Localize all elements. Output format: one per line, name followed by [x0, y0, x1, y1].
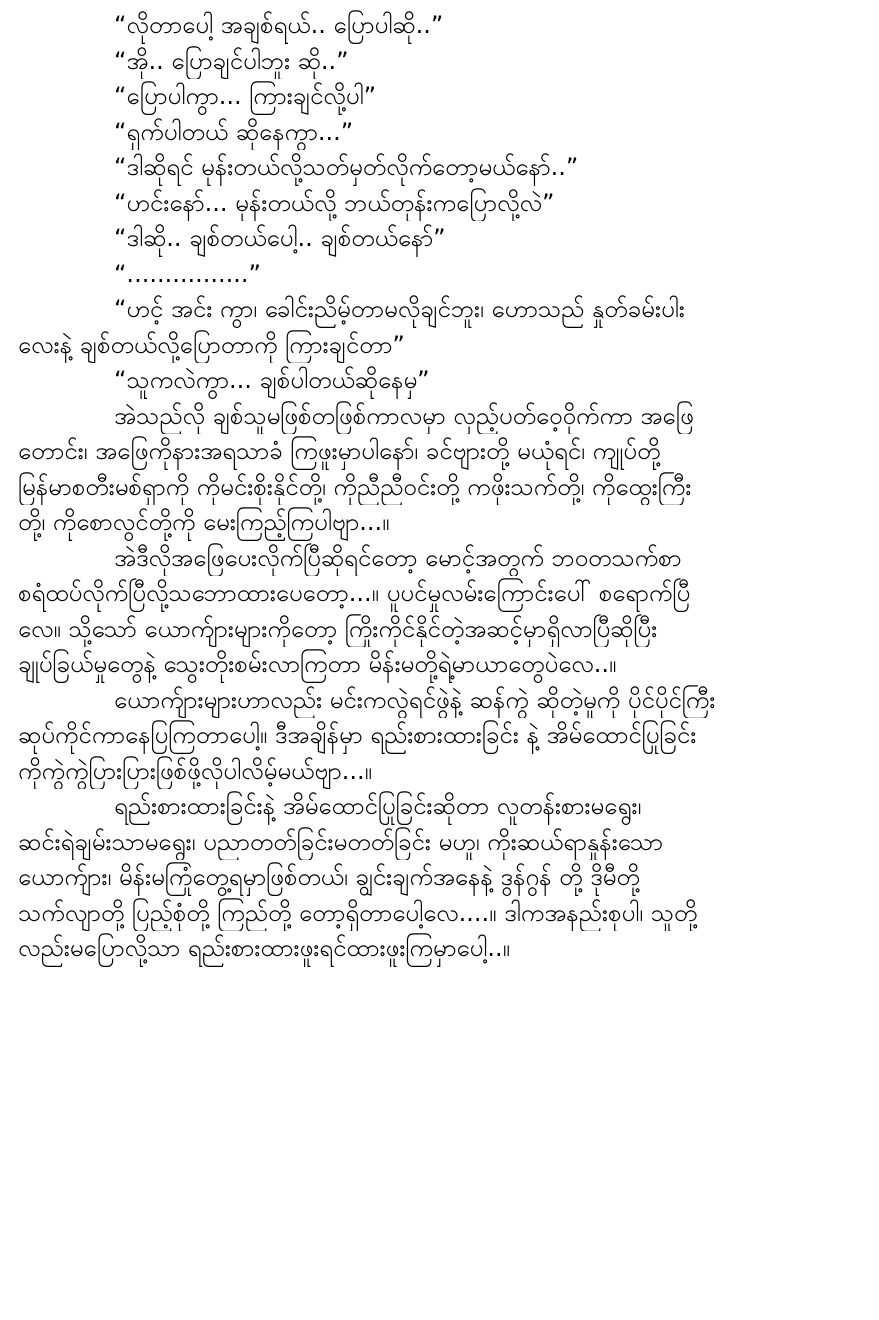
- text-line: ချုပ်ခြယ်မှုတွေနဲ့ သွေးတိုးစမ်းလာကြတာ မိန်းမတို့ရဲ့မာယာတွေပဲလေ..။: [18, 650, 617, 678]
- text-line: ကိုကွဲကွဲပြားပြားဖြစ်ဖို့လိုပါလိမ့်မယ်ဗျာ...။: [18, 756, 372, 785]
- text-line: “လိုတာပေါ့ အချစ်ရယ်.. ပြောပါဆို..”: [114, 11, 444, 39]
- text-line: ရည်းစားထားခြင်းနဲ့ အိမ်ထောင်ပြုခြင်းဆိုတာ လူတန်းစားမရွေး၊: [114, 792, 642, 820]
- text-line: “ပြောပါကွာ... ကြားချင်လို့ပါ”: [114, 82, 377, 110]
- text-line: တောင်း၊ အဖြေကိုနားအရသာခံ ကြဖူးမှာပါနော်၊ ခင်ဗျားတို့ မယုံရင်၊ ကျုပ်တို့: [18, 437, 661, 465]
- text-line: “သူကလဲကွာ... ချစ်ပါတယ်ဆိုနေမှ”: [114, 366, 430, 394]
- text-line: အဲသည်လို ချစ်သူမဖြစ်တဖြစ်ကာလမှာ လှည့်ပတ်ဝေ့ဝိုက်ကာ အဖြေ: [114, 401, 694, 430]
- text-line: လေ။ သို့သော် ယောက်ျားများကိုတော့ ကြိုးကိုင်နိုင်တဲ့အဆင့်မှာရှိလာပြီဆိုပြီး: [18, 614, 658, 643]
- text-line: သက်လျာတို့ ပြည့်စုံတို့ ကြည်တို့ တော့ရှိတာပေါ့လေ....။ ဒါကအနည်းစုပါ၊ သူတို့: [18, 898, 698, 927]
- text-line: “ဒါဆိုရင် မုန်းတယ်လို့သတ်မှတ်လိုက်တော့မယ်နော်..”: [114, 153, 579, 181]
- text-line: “ဟင့် အင်း ကွာ၊ ခေါင်းညိမ့်တာမလိုချင်ဘူး၊ ဟောသည် နှုတ်ခမ်းပါး: [114, 295, 685, 323]
- text-line: အဲဒီလိုအဖြေပေးလိုက်ပြီဆိုရင်တော့ မောင့်အတွက် ဘဝတသက်စာ: [114, 543, 682, 572]
- text-line: ယောက်ျားများဟာလည်း မင်းကလွဲရင်ဖွဲနဲ့ ဆန်ကွဲ ဆိုတဲ့မူကို ပိုင်ပိုင်ကြီး: [114, 685, 716, 714]
- text-line: ဆင်းရဲချမ်းသာမရွေး၊ ပညာတတ်ခြင်းမတတ်ခြင်း မဟူ၊ ကိုးဆယ်ရာနှုန်းသော: [18, 827, 663, 856]
- text-line: တို့၊ ကိုစောလွင်တို့ကို မေးကြည့်ကြပါဗျာ...။: [18, 508, 390, 536]
- text-line: မြန်မာစတီးမစ်ရှာကို ကိုမင်းစိုးနိုင်တို့၊ ကိုညီညီဝင်းတို့ ကဖိုးသက်တို့၊ ကိုထွေးကြီး: [18, 472, 692, 501]
- text-line: “ရှက်ပါတယ် ဆိုနေကွာ...”: [114, 117, 354, 146]
- text-line: “ဒါဆို.. ချစ်တယ်ပေါ့.. ချစ်တယ်နော်”: [114, 224, 446, 252]
- text-line: “အို.. ပြောချင်ပါဘူး ဆို..”: [114, 46, 349, 75]
- text-line: ယောက်ျား၊ မိန်းမကြုံတွေ့ရမှာဖြစ်တယ်၊ ချွင်းချက်အနေနဲ့ ဒွန်ဂွန် တို့ ဒိုမီတို့: [18, 863, 640, 891]
- text-line: စရံထပ်လိုက်ပြီလို့သဘောထားပေတော့...။ ပူပင်မှုလမ်းကြောင်းပေါ် စရောက်ပြီ: [18, 579, 691, 607]
- text-line: ဆုပ်ကိုင်ကာနေပြကြတာပေါ့။ ဒီအချိန်မှာ ရည်းစားထားခြင်း နဲ့ အိမ်ထောင်ပြုခြင်း: [18, 721, 697, 749]
- text-line: “................”: [114, 259, 261, 288]
- text-line: “ဟင်းနော်... မုန်းတယ်လို့ ဘယ်တုန်းကပြောလို့လဲ”: [114, 188, 555, 217]
- text-line: လည်းမပြောလို့သာ ရည်းစားထားဖူးရင်ထားဖူးကြမှာပေါ့..။: [18, 934, 510, 962]
- text-line: လေးနဲ့ ချစ်တယ်လို့ပြောတာကို ကြားချင်တာ”: [18, 330, 405, 359]
